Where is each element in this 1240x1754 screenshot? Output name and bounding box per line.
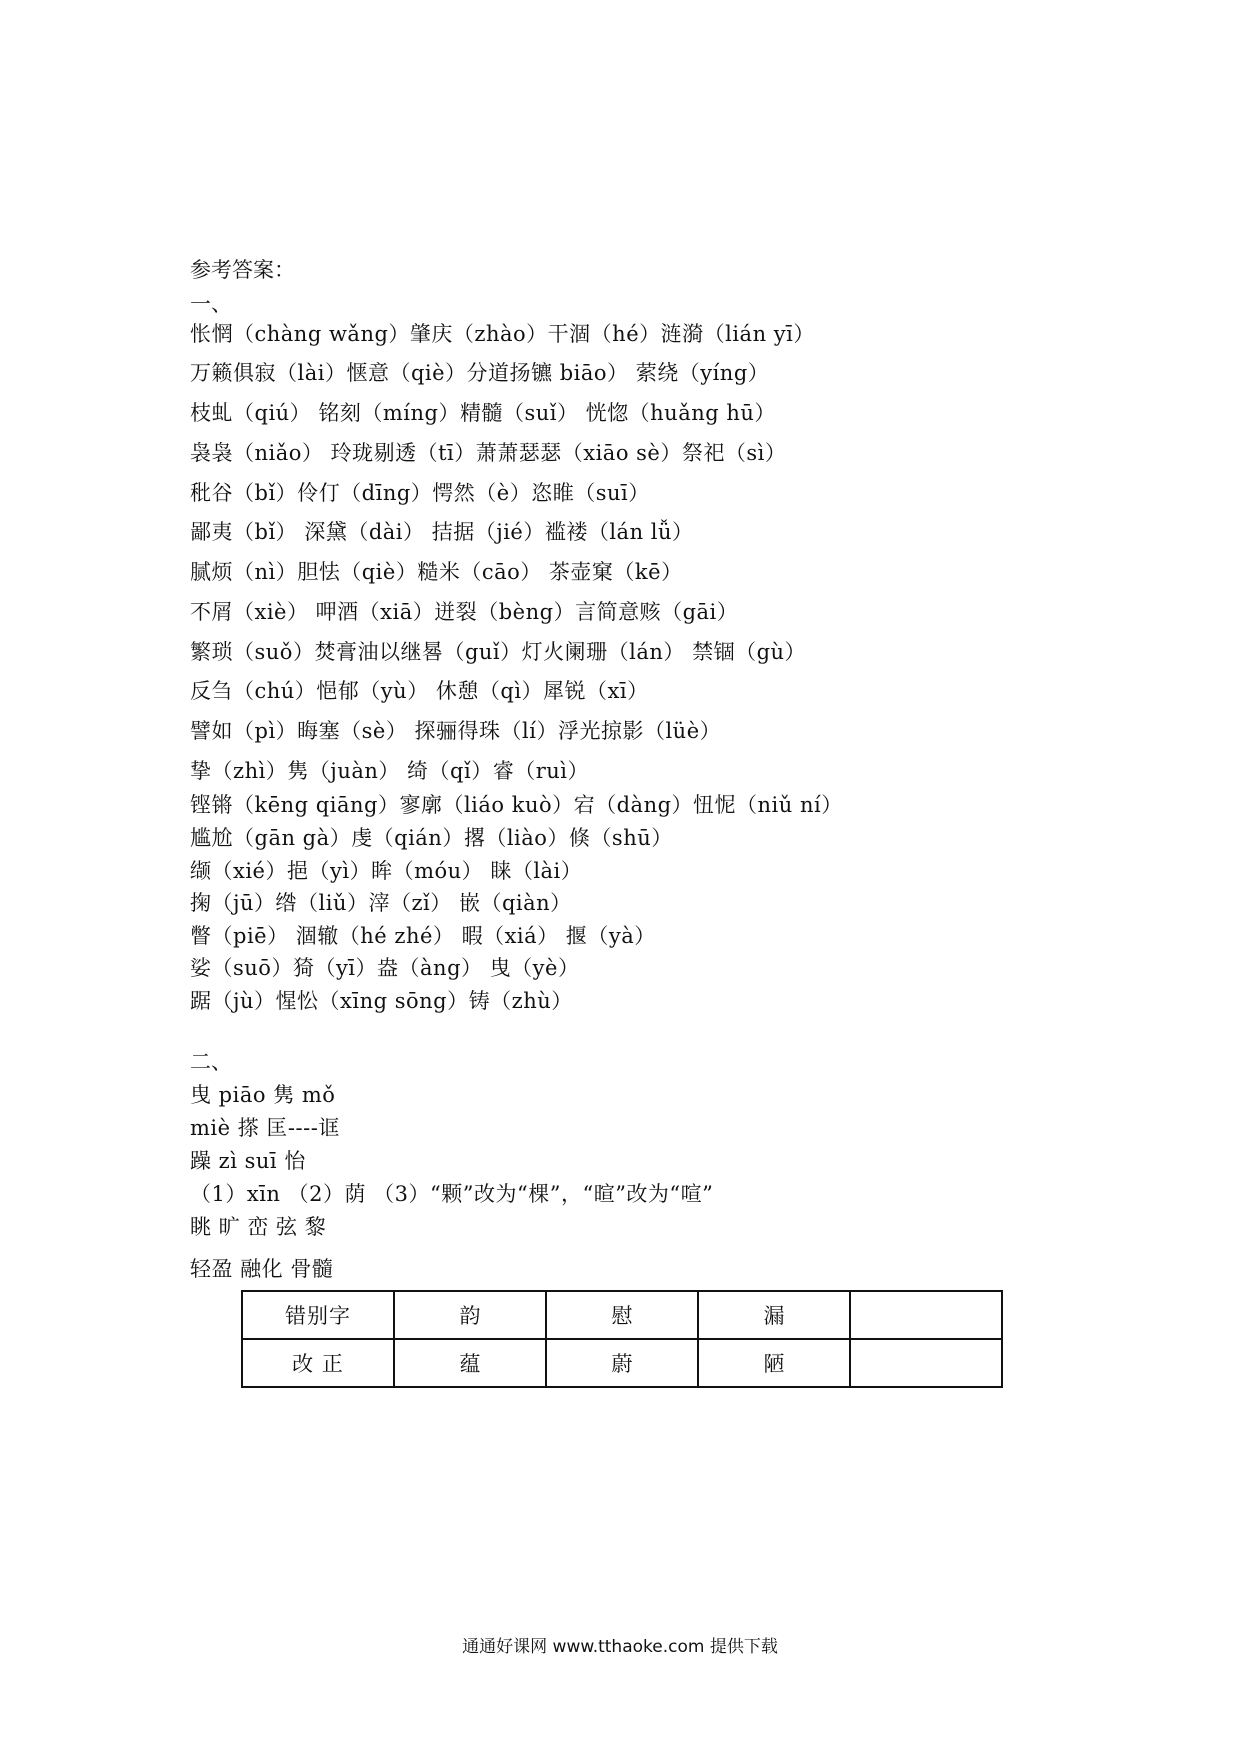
corrections-table	[241, 1290, 1003, 1388]
answer-line: 反刍（chú）悒郁（yù） 休憩（qì）犀锐（xī）	[190, 679, 649, 703]
answer-line: （1）xīn （2）荫 （3）“颗”改为“棵”，“暄”改为“喧”	[190, 1182, 714, 1206]
table-cell: 韵	[394, 1291, 546, 1339]
section-1-label: 一、	[190, 292, 232, 316]
answer-line: 缬（xié）挹（yì）眸（móu） 睐（lài）	[190, 859, 583, 883]
answer-line: 尴尬（gān gà）虔（qián）撂（liào）倏（shū）	[190, 826, 673, 850]
table-cell	[850, 1339, 1002, 1387]
answer-line: 铿锵（kēng qiāng）寥廓（liáo kuò）宕（dàng）忸怩（niǔ ní）	[190, 793, 843, 817]
table-row	[242, 1339, 1002, 1387]
answer-line: 不屑（xiè） 呷酒（xiā）迸裂（bèng）言简意赅（gāi）	[190, 600, 739, 624]
section-2-label: 二、	[190, 1050, 232, 1074]
answers-title: 参考答案：	[190, 258, 295, 282]
answer-line: 秕谷（bǐ）伶仃（dīng）愕然（è）恣睢（suī）	[190, 481, 650, 505]
table-cell: 陋	[698, 1339, 850, 1387]
answer-line: 掬（jū）绺（liǔ）滓（zǐ） 嵌（qiàn）	[190, 891, 572, 915]
table-cell	[850, 1291, 1002, 1339]
answer-line: 譬如（pì）晦塞（sè） 探骊得珠（lí）浮光掠影（lüè）	[190, 719, 722, 743]
table-header-cell: 改 正	[242, 1339, 394, 1387]
table-cell: 蕴	[394, 1339, 546, 1387]
table-cell: 漏	[698, 1291, 850, 1339]
answer-line: miè 搽 匡----诓	[190, 1116, 340, 1140]
answer-line: 鄙夷（bǐ） 深黛（dài） 拮据（jié）褴褛（lán lǚ）	[190, 520, 694, 544]
answer-line: 曳 piāo 隽 mǒ	[190, 1083, 336, 1107]
answer-line: 万籁俱寂（lài）惬意（qiè）分道扬镳 biāo） 萦绕（yíng）	[190, 361, 770, 385]
answer-line: 挚（zhì）隽（juàn） 绮（qǐ）睿（ruì）	[190, 759, 589, 783]
table-cell: 慰	[546, 1291, 698, 1339]
answer-line: 腻烦（nì）胆怯（qiè）糙米（cāo） 茶壶窠（kē）	[190, 560, 683, 584]
answer-line: 轻盈 融化 骨髓	[190, 1257, 334, 1281]
footer-credit: 通通好课网 www.tthaoke.com 提供下载	[462, 1637, 778, 1657]
answer-line: 瞥（piē） 涸辙（hé zhé） 暇（xiá） 揠（yà）	[190, 924, 656, 948]
answer-line: 袅袅（niǎo） 玲珑剔透（tī）萧萧瑟瑟（xiāo sè）祭祀（sì）	[190, 441, 787, 465]
answer-line: 踞（jù）惺忪（xīng sōng）铸（zhù）	[190, 989, 573, 1013]
answer-line: 娑（suō）猗（yī）盎（àng） 曳（yè）	[190, 956, 580, 980]
table-row	[242, 1291, 1002, 1339]
answer-line: 繁琐（suǒ）焚膏油以继晷（guǐ）灯火阑珊（lán） 禁锢（gù）	[190, 640, 807, 664]
answer-line: 躁 zì suī 怡	[190, 1149, 306, 1173]
table-header-cell: 错别字	[242, 1291, 394, 1339]
table-cell: 蔚	[546, 1339, 698, 1387]
answer-line: 枝虬（qiú） 铭刻（míng）精髓（suǐ） 恍惚（huǎng hū）	[190, 401, 776, 425]
answer-line: 眺 旷 峦 弦 黎	[190, 1215, 327, 1239]
answer-line: 怅惘（chàng wǎng）肇庆（zhào）干涸（hé）涟漪（lián yī）	[190, 322, 815, 346]
